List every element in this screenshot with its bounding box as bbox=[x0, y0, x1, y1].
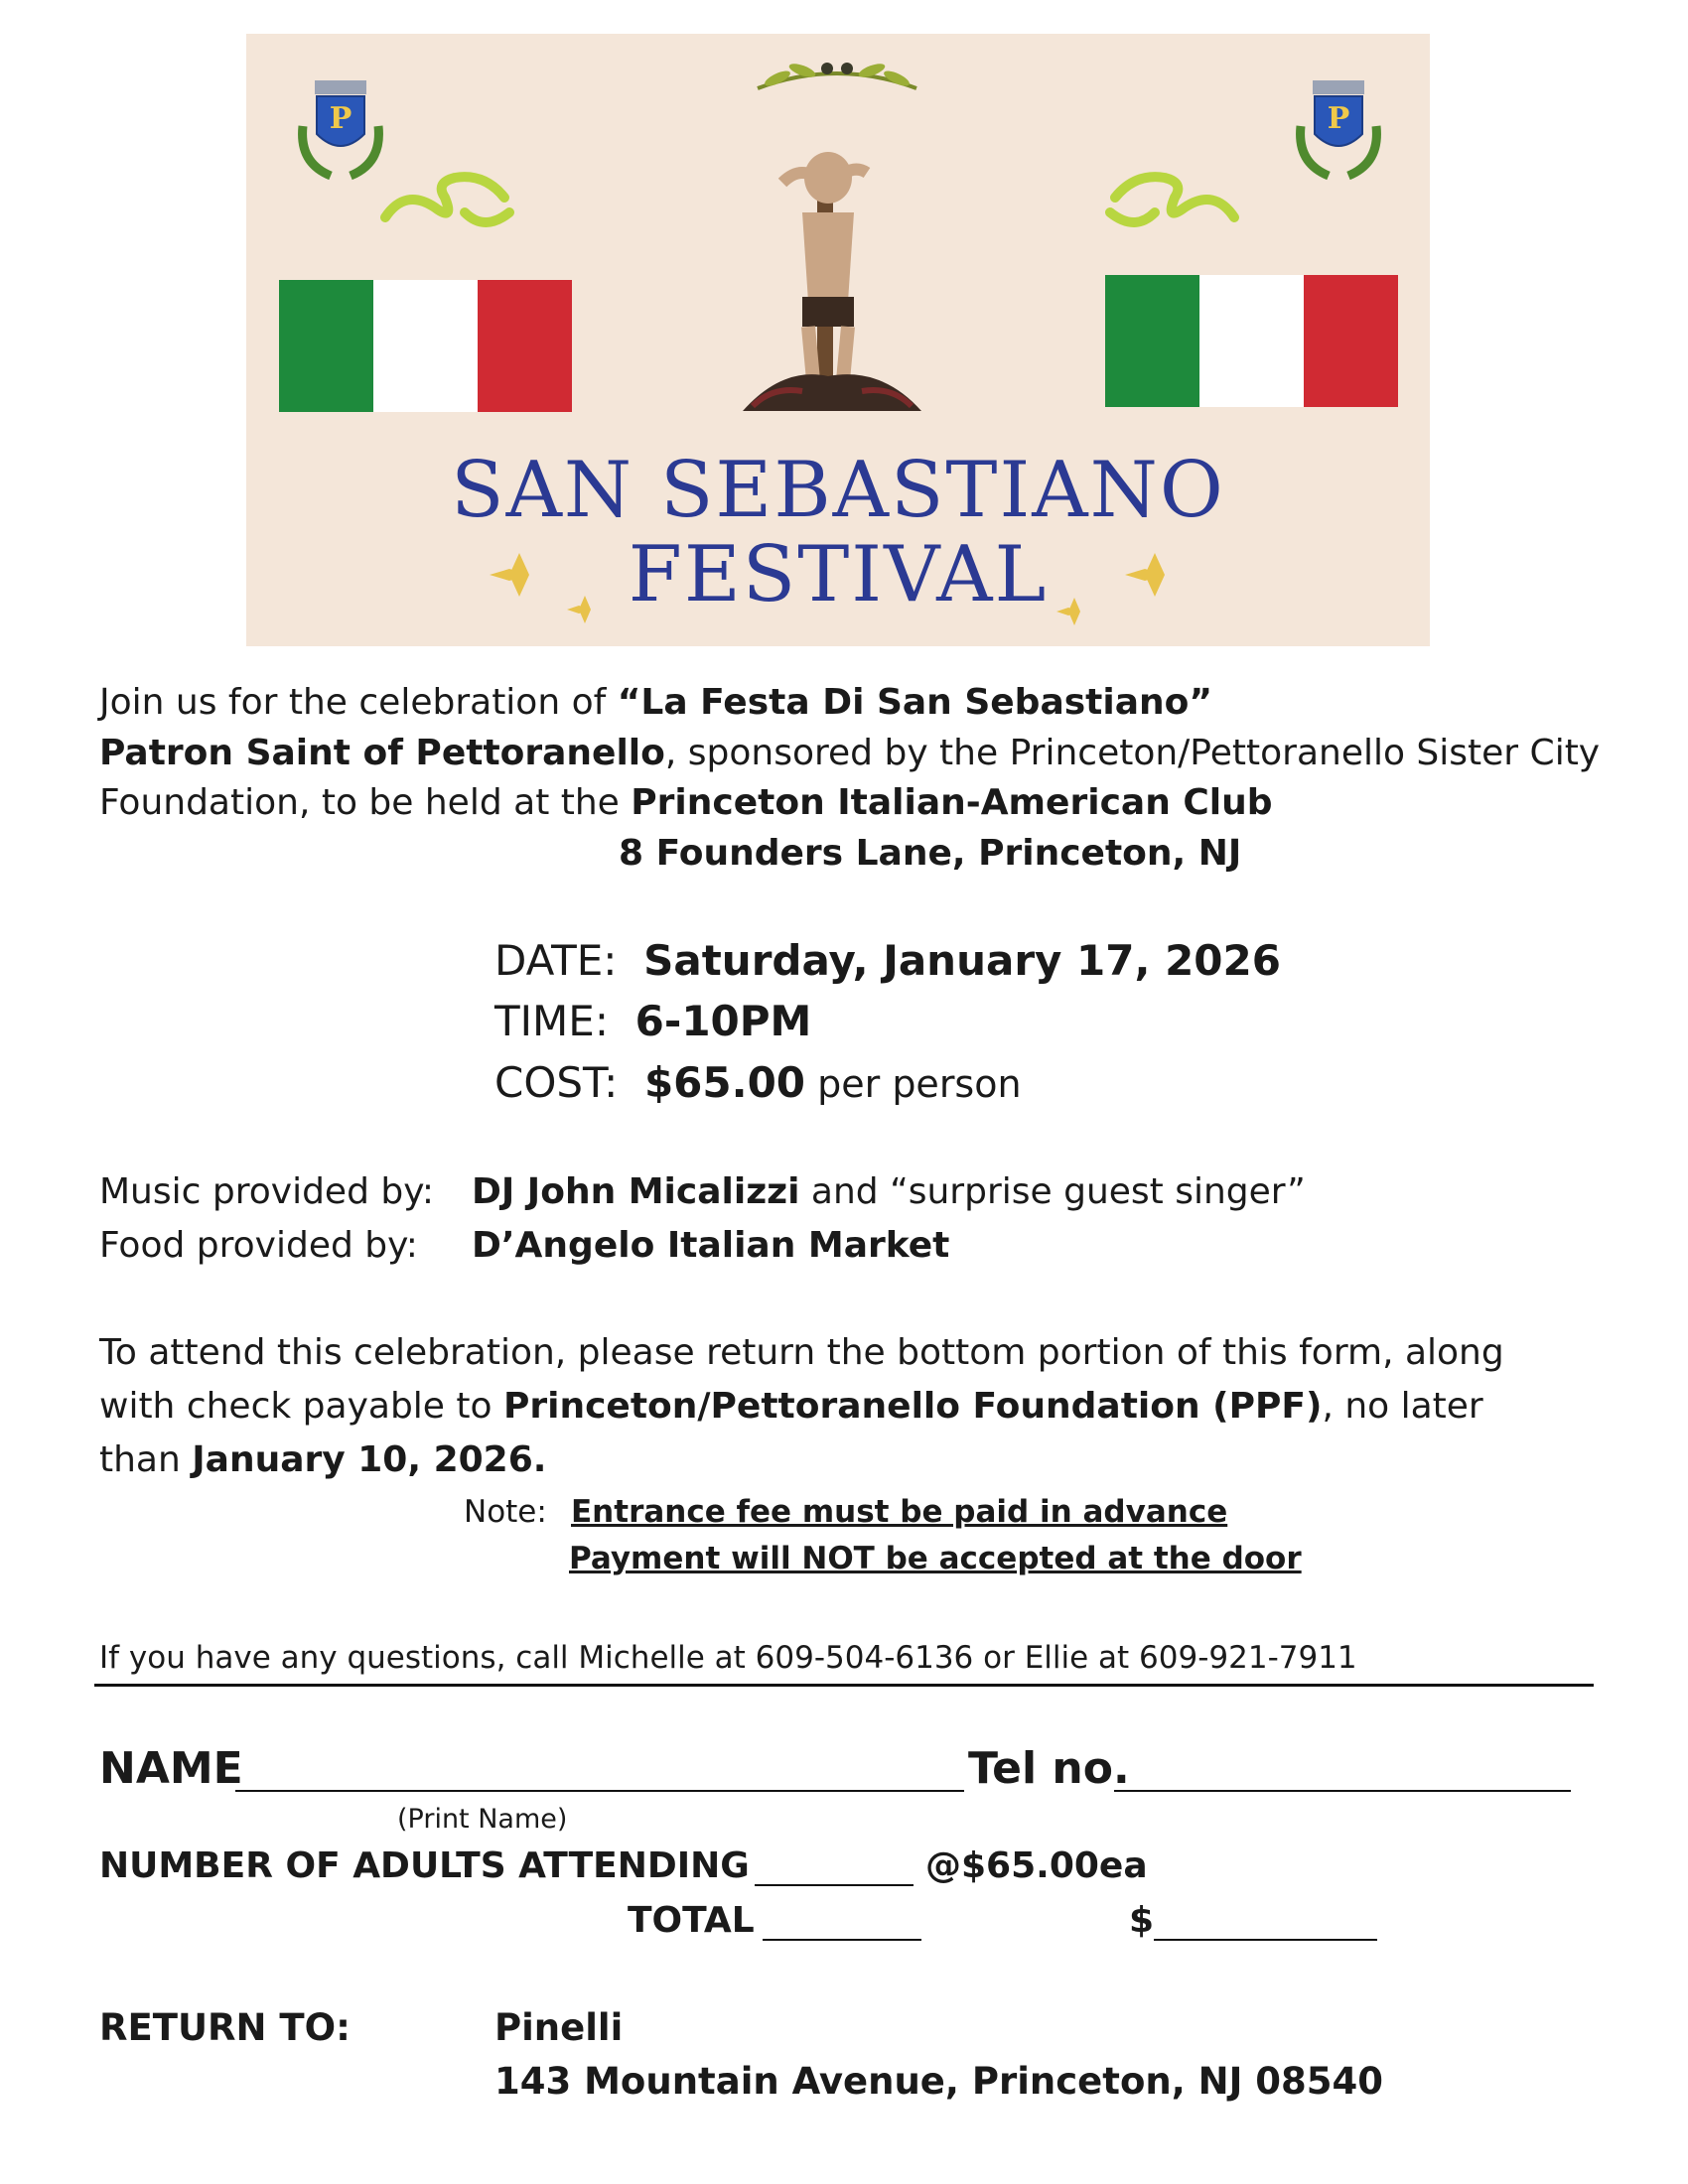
deadline-date: January 10, 2026. bbox=[192, 1439, 547, 1480]
return-address: 143 Mountain Avenue, Princeton, NJ 08540 bbox=[494, 2060, 1383, 2103]
dollar-sign: $ bbox=[1129, 1900, 1155, 1941]
intro-text: , sponsored by the Princeton/Pettoranello Sister City bbox=[664, 733, 1601, 773]
total-label: TOTAL bbox=[628, 1900, 755, 1941]
crest-icon bbox=[1301, 80, 1377, 176]
instructions-text: , no later bbox=[1322, 1386, 1483, 1427]
intro-line-2 bbox=[99, 729, 1600, 778]
italian-flag-icon bbox=[279, 280, 572, 412]
cost-suffix: per person bbox=[805, 1062, 1022, 1106]
date-label: DATE: bbox=[494, 936, 618, 985]
banner-title-line1: SAN SEBASTIANO bbox=[451, 446, 1225, 535]
note-line-1: Entrance fee must be paid in advance bbox=[571, 1494, 1228, 1530]
time-label: TIME: bbox=[494, 997, 609, 1045]
patron-saint: Patron Saint of Pettoranello bbox=[99, 733, 665, 773]
cost-label: COST: bbox=[494, 1058, 619, 1107]
adults-count-field[interactable] bbox=[755, 1884, 914, 1886]
note-line-2: Payment will NOT be accepted at the door bbox=[569, 1541, 1302, 1576]
date-row bbox=[494, 931, 1281, 991]
music-label: Music provided by: bbox=[99, 1171, 435, 1212]
name-field[interactable] bbox=[235, 1790, 964, 1792]
price-each: @$65.00ea bbox=[925, 1845, 1148, 1886]
intro-line-1 bbox=[99, 678, 1212, 728]
return-label: RETURN TO: bbox=[99, 2006, 351, 2049]
return-name: Pinelli bbox=[494, 2006, 624, 2049]
food-label: Food provided by: bbox=[99, 1225, 418, 1266]
intro-line-3 bbox=[99, 778, 1273, 828]
music-suffix: and “surprise guest singer” bbox=[799, 1171, 1306, 1212]
svg-text:P: P bbox=[1327, 101, 1350, 136]
total-amount-field[interactable] bbox=[1154, 1939, 1377, 1941]
contact-info: If you have any questions, call Michelle at 609-504-6136 or Ellie at 609-921-7911 bbox=[99, 1640, 1357, 1676]
swirl-icon bbox=[385, 177, 509, 222]
instructions-line-3 bbox=[99, 1433, 546, 1487]
festa-name: “La Festa Di San Sebastiano” bbox=[617, 682, 1213, 723]
print-name-hint: (Print Name) bbox=[397, 1804, 568, 1835]
cost-value: $65.00 bbox=[643, 1058, 806, 1107]
intro-text: Join us for the celebration of bbox=[99, 682, 618, 723]
italian-flag-icon bbox=[1105, 275, 1398, 407]
payee-name: Princeton/Pettoranello Foundation (PPF) bbox=[502, 1386, 1323, 1427]
adults-label: NUMBER OF ADULTS ATTENDING bbox=[99, 1845, 750, 1886]
venue-address: 8 Founders Lane, Princeton, NJ bbox=[619, 833, 1242, 874]
music-value: DJ John Micalizzi bbox=[472, 1171, 800, 1212]
saint-statue-icon bbox=[743, 152, 921, 411]
svg-text:P: P bbox=[329, 101, 352, 136]
time-row bbox=[494, 992, 811, 1051]
banner-title-line2: FESTIVAL bbox=[628, 530, 1049, 619]
crest-icon bbox=[303, 80, 379, 176]
swirl-icon bbox=[1110, 177, 1234, 222]
music-row bbox=[99, 1165, 434, 1219]
food-value: D’Angelo Italian Market bbox=[472, 1225, 950, 1266]
intro-text: Foundation, to be held at the bbox=[99, 782, 632, 823]
venue-name: Princeton Italian-American Club bbox=[631, 782, 1273, 823]
tel-field[interactable] bbox=[1114, 1790, 1571, 1792]
instructions-line-1: To attend this celebration, please return the bottom portion of this form, along bbox=[99, 1332, 1504, 1373]
olive-branch-icon bbox=[758, 62, 916, 89]
cost-row bbox=[494, 1053, 1022, 1114]
separator-rule bbox=[94, 1684, 1594, 1687]
instructions-line-2 bbox=[99, 1380, 1483, 1433]
note-label: Note: bbox=[464, 1494, 547, 1530]
instructions-text: with check payable to bbox=[99, 1386, 503, 1427]
music-value-row bbox=[472, 1165, 1306, 1219]
time-value: 6-10PM bbox=[634, 997, 812, 1045]
tel-label: Tel no. bbox=[968, 1743, 1130, 1794]
total-count-field[interactable] bbox=[763, 1939, 921, 1941]
instructions-text: than bbox=[99, 1439, 193, 1480]
festival-banner bbox=[246, 34, 1430, 646]
name-label: NAME bbox=[99, 1743, 243, 1794]
date-value: Saturday, January 17, 2026 bbox=[643, 936, 1281, 985]
